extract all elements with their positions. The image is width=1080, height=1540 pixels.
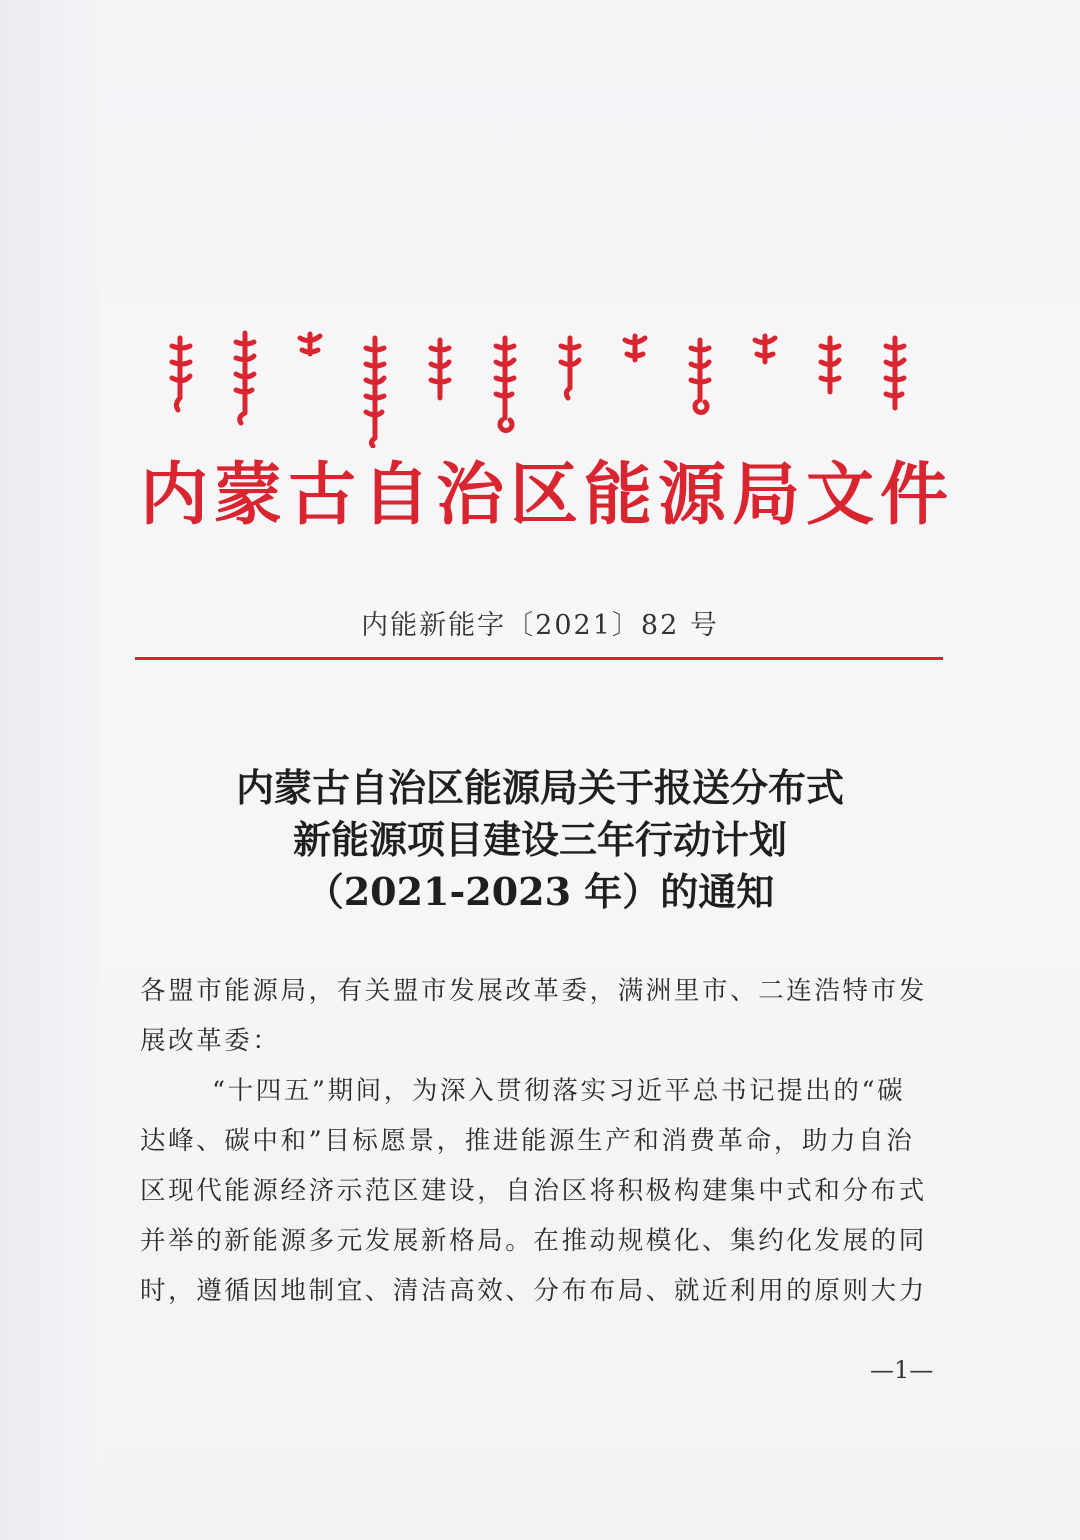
issuer-title: 内蒙古自治区能源局文件: [140, 455, 955, 535]
body-line: 展改革委：: [140, 1026, 281, 1056]
title-line-1: 内蒙古自治区能源局关于报送分布式: [235, 765, 844, 810]
document-body: [140, 966, 940, 1316]
body-line: 区现代能源经济示范区建设，自治区将积极构建集中式和分布式: [140, 1176, 927, 1206]
body-line: 时，遵循因地制宜、清洁高效、分布布局、就近利用的原则大力: [140, 1276, 927, 1306]
page-number: —1—: [870, 1356, 934, 1384]
body-line: 各盟市能源局，有关盟市发展改革委，满洲里市、二连浩特市发: [140, 976, 927, 1006]
document-number: 内能新能字〔2021〕82 号: [361, 610, 719, 641]
mongolian-script-header: [150, 328, 940, 448]
red-divider-rule: [135, 657, 943, 660]
body-line: “十四五”期间，为深入贯彻落实习近平总书记提出的“碳: [212, 1076, 906, 1106]
mongolian-script-graphic: [150, 328, 940, 448]
paper-shadow-edge: [0, 0, 100, 1540]
body-line: 达峰、碳中和”目标愿景，推进能源生产和消费革命，助力自治: [140, 1126, 915, 1156]
document-title: [140, 762, 940, 918]
title-line-3: （2021-2023 年）的通知: [305, 869, 775, 914]
title-line-2: 新能源项目建设三年行动计划: [292, 817, 787, 862]
body-line: 并举的新能源多元发展新格局。在推动规模化、集约化发展的同: [140, 1226, 927, 1256]
